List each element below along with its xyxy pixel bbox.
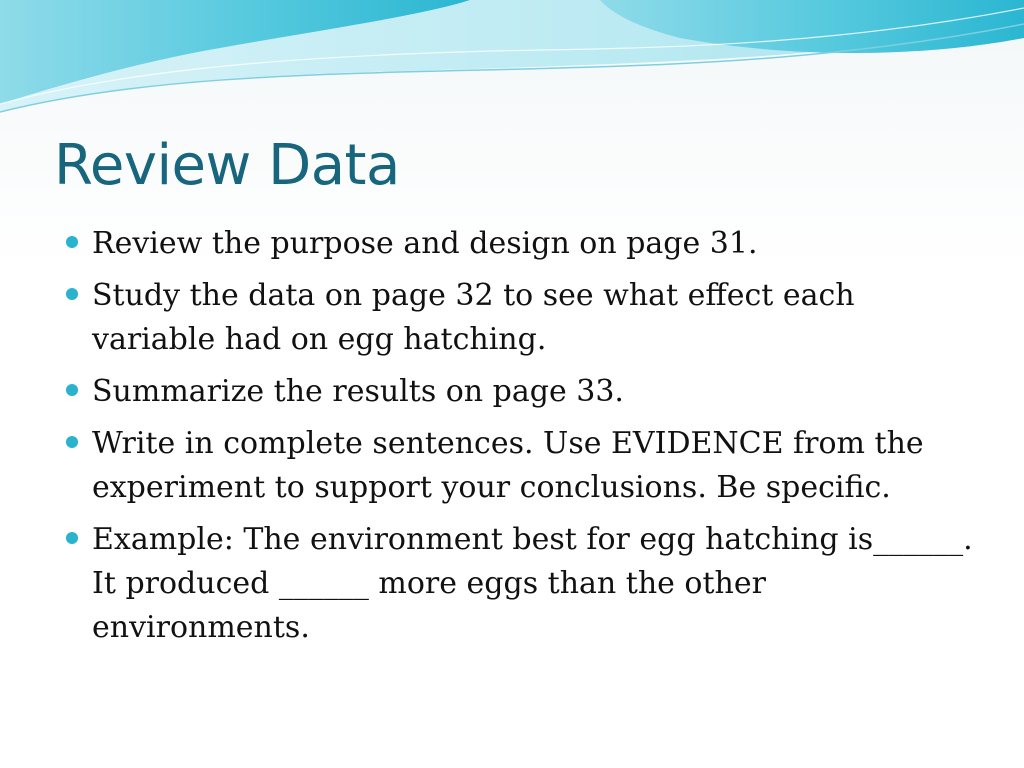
bullet-list bbox=[60, 222, 980, 658]
bullet-dot-icon bbox=[66, 236, 78, 248]
bullet-dot-icon bbox=[66, 436, 78, 448]
bullet-item bbox=[60, 518, 980, 650]
bullet-dot-icon bbox=[66, 288, 78, 300]
bullet-dot-icon bbox=[66, 532, 78, 544]
bullet-text: Review the purpose and design on page 31. bbox=[92, 226, 758, 261]
bullet-dot-icon bbox=[66, 384, 78, 396]
bullet-item bbox=[60, 222, 980, 266]
bullet-item bbox=[60, 274, 980, 362]
slide-title: Review Data bbox=[54, 133, 400, 198]
wave-decoration bbox=[0, 0, 1024, 120]
bullet-item bbox=[60, 422, 980, 510]
bullet-text: Write in complete sentences. Use EVIDENCE from the experiment to support your conclusions. Be specific. bbox=[92, 426, 924, 505]
bullet-text: Summarize the results on page 33. bbox=[92, 374, 624, 409]
bullet-text: Example: The environment best for egg hatching is______. It produced ______ more eggs than the other environments. bbox=[92, 522, 973, 645]
bullet-text: Study the data on page 32 to see what effect each variable had on egg hatching. bbox=[92, 278, 855, 357]
bullet-item bbox=[60, 370, 980, 414]
